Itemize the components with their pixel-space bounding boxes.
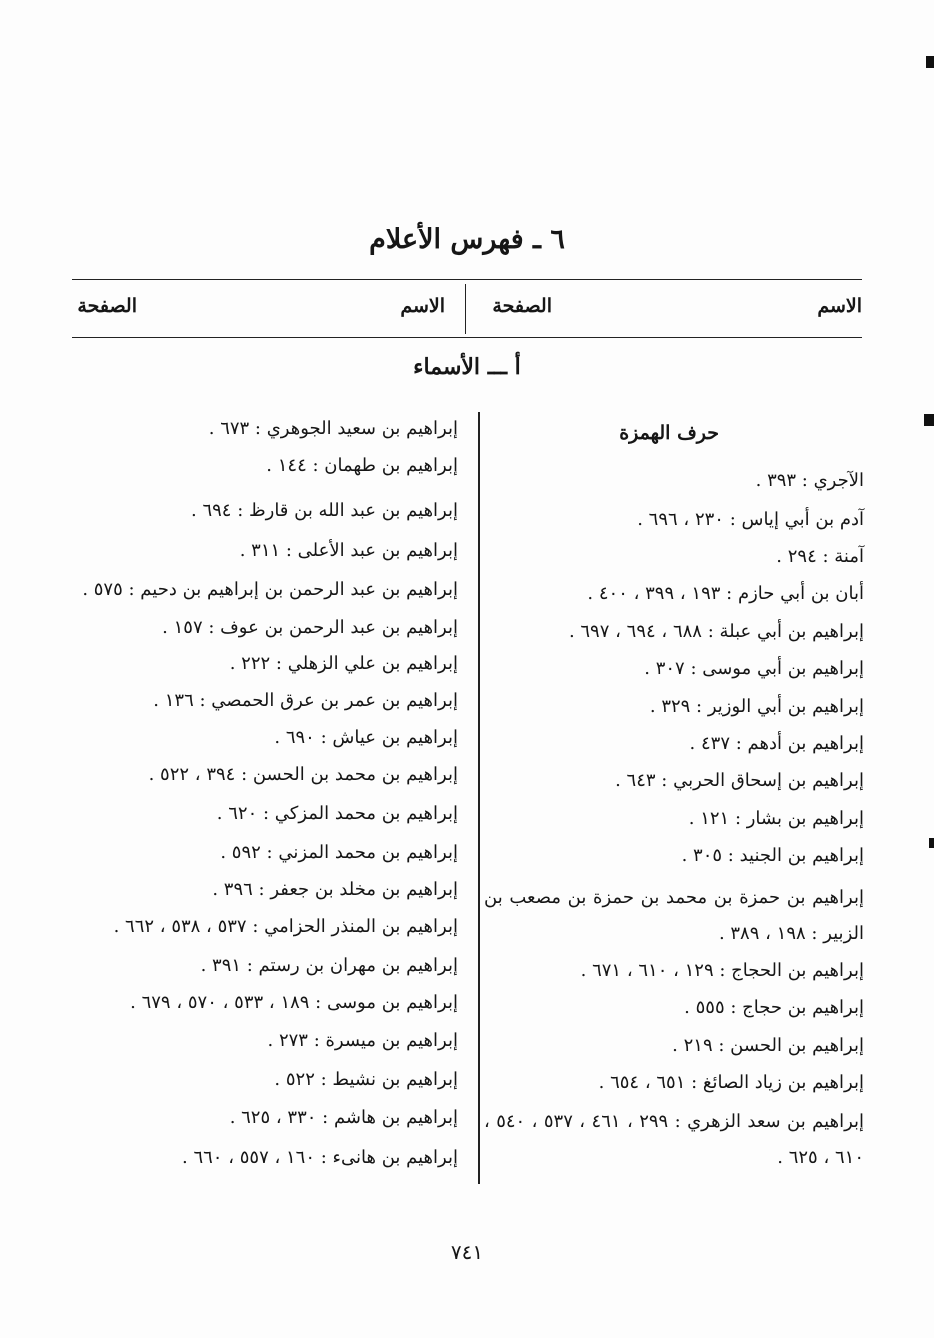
header-left-name: الاسم: [400, 295, 445, 317]
index-entry: إبراهيم بن زياد الصائغ : ٦٥١ ، ٦٥٤ .: [598, 1072, 864, 1093]
index-entry: إبراهيم بن محمد المزكي : ٦٢٠ .: [216, 803, 458, 824]
index-entry: إبراهيم بن مخلد بن جعفر : ٣٩٦ .: [212, 879, 458, 900]
index-entry: إبراهيم بن سعد الزهري : ٢٩٩ ، ٤٦١ ، ٥٣٧ ، ٥٤٠ ، ٦١٠ ، ٦٢٥ .: [484, 1111, 865, 1168]
index-entry: إبراهيم بن موسى : ١٨٩ ، ٥٣٣ ، ٥٧٠ ، ٦٧٩ .: [130, 992, 458, 1013]
column-divider: [478, 412, 480, 1184]
letter-heading: حرف الهمزة: [619, 422, 719, 444]
index-entry: إبراهيم بن حمزة بن محمد بن حمزة بن مصعب بن الزبير : ١٩٨ ، ٣٨٩ .: [484, 887, 864, 944]
scan-mark: [926, 56, 934, 68]
index-entry: إبراهيم بن هاشم : ٣٣٠ ، ٦٢٥ .: [229, 1107, 458, 1128]
scan-mark: [929, 838, 934, 848]
index-entry: إبراهيم بن الحجاج : ١٢٩ ، ٦١٠ ، ٦٧١ .: [580, 960, 864, 981]
index-entry: إبراهيم بن عياش : ٦٩٠ .: [274, 727, 458, 748]
index-entry: إبراهيم بن طهمان : ١٤٤ .: [266, 455, 458, 476]
index-entry: أبان بن أبي حازم : ١٩٣ ، ٣٩٩ ، ٤٠٠ .: [587, 583, 864, 604]
index-entry: إبراهيم بن الحسن : ٢١٩ .: [672, 1035, 864, 1056]
index-entry: إبراهيم بن الجنيد : ٣٠٥ .: [681, 845, 864, 866]
index-entry: إبراهيم بن مهران بن رستم : ٣٩١ .: [200, 955, 458, 976]
index-entry: إبراهيم بن أبي عبلة : ٦٨٨ ، ٦٩٤ ، ٦٩٧ .: [568, 621, 864, 642]
index-entry: إبراهيم بن هانىء : ١٦٠ ، ٥٥٧ ، ٦٦٠ .: [182, 1147, 458, 1168]
index-entry: إبراهيم بن علي الزهلي : ٢٢٢ .: [229, 653, 458, 674]
index-entry: إبراهيم بن أبي الوزير : ٣٢٩ .: [649, 696, 864, 717]
index-entry: إبراهيم بن عمر بن عرق الحمصي : ١٣٦ .: [153, 690, 458, 711]
page-title: ٦ ـ فهرس الأعلام: [369, 224, 565, 255]
index-entry: إبراهيم بن أدهم : ٤٣٧ .: [689, 733, 864, 754]
index-entry: إبراهيم بن ميسرة : ٢٧٣ .: [267, 1030, 458, 1051]
index-entry: الآجري : ٣٩٣ .: [755, 470, 864, 491]
index-entry: إبراهيم بن محمد بن الحسن : ٣٩٤ ، ٥٢٢ .: [148, 764, 458, 785]
header-left-page: الصفحة: [77, 295, 137, 317]
header-column-divider: [465, 284, 466, 334]
header-top-rule: [72, 279, 862, 280]
index-entry: إبراهيم بن عبد الأعلى : ٣١١ .: [239, 540, 458, 561]
index-entry: إبراهيم بن أبي موسى : ٣٠٧ .: [644, 658, 864, 679]
page-number: ٧٤١: [450, 1240, 484, 1264]
index-entry: إبراهيم بن بشار : ١٢١ .: [688, 808, 864, 829]
header-bottom-rule: [72, 337, 862, 338]
index-entry: آمنة : ٢٩٤ .: [776, 546, 864, 567]
index-entry: إبراهيم بن المنذر الحزامي : ٥٣٧ ، ٥٣٨ ، ٦٦٢ .: [113, 916, 458, 937]
index-entry: إبراهيم بن عبد الرحمن بن إبراهيم بن دحيم : ٥٧٥ .: [82, 579, 458, 600]
index-entry: إبراهيم بن نشيط : ٥٢٢ .: [274, 1069, 458, 1090]
scan-mark: [924, 414, 934, 426]
index-entry: إبراهيم بن حجاج : ٥٥٥ .: [684, 997, 864, 1018]
header-right-name: الاسم: [817, 295, 862, 317]
header-right-page: الصفحة: [492, 295, 552, 317]
index-entry: إبراهيم بن عبد الله بن قارظ : ٦٩٤ .: [191, 500, 458, 521]
section-title: أ ـــ الأسماء: [413, 354, 521, 380]
index-entry: آدم بن أبي إياس : ٢٣٠ ، ٦٩٦ .: [637, 509, 864, 530]
index-entry: إبراهيم بن سعيد الجوهري : ٦٧٣ .: [208, 418, 458, 439]
index-entry: إبراهيم بن إسحاق الحربي : ٦٤٣ .: [615, 770, 864, 791]
index-entry: إبراهيم بن محمد المزني : ٥٩٢ .: [220, 842, 458, 863]
index-entry: إبراهيم بن عبد الرحمن بن عوف : ١٥٧ .: [162, 617, 458, 638]
